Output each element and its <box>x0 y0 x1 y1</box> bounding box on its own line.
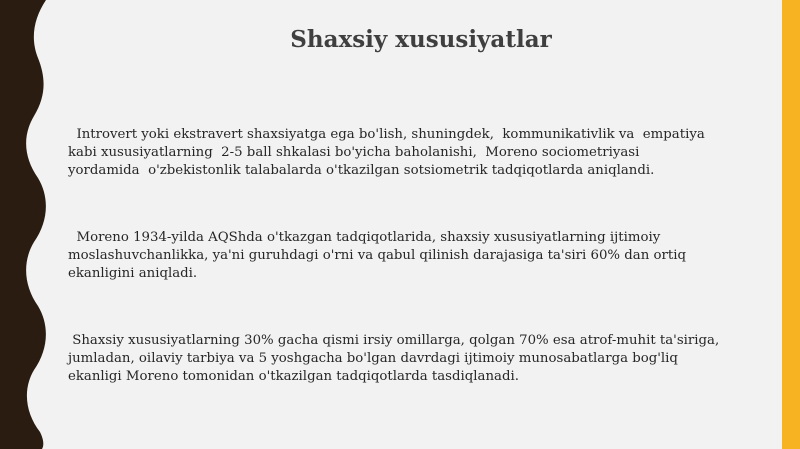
paragraph-line: Shaxsiy xususiyatlarning 30% gacha qismi irsiy omillarga, qolgan 70% esa atrof-muhit ta'siriga, <box>68 333 720 348</box>
paragraph-line: kabi xususiyatlarning 2-5 ball shkalasi bo'yicha baholanishi, Moreno sociometriyasi <box>68 145 640 160</box>
paragraph-line: yordamida o'zbekistonlik talabalarda o'tkazilgan sotsiometrik tadqiqotlarda aniqlandi. <box>68 163 655 178</box>
paragraph-line: ekanligini aniqladi. <box>68 266 198 281</box>
paragraph-line: Introvert yoki ekstravert shaxsiyatga ega bo'lish, shuningdek, kommunikativlik va empatiya <box>68 127 705 142</box>
accent-bar <box>782 0 800 449</box>
paragraph-line: moslashuvchanlikka, ya'ni guruhdagi o'rni va qabul qilinish darajasiga ta'siri 60% dan ortiq <box>68 248 686 263</box>
paragraph-line: ekanligi Moreno tomonidan o'tkazilgan tadqiqotlarda tasdiqlanadi. <box>68 369 519 384</box>
paragraph-personality-traits <box>68 126 768 180</box>
paragraph-line: jumladan, oilaviy tarbiya va 5 yoshgacha bo'lgan davrdagi ijtimoiy munosabatlarga bog'liq <box>68 351 678 366</box>
slide-title: Shaxsiy xususiyatlar <box>290 26 552 53</box>
paragraph-line: Moreno 1934-yilda AQShda o'tkazgan tadqiqotlarida, shaxsiy xususiyatlarning ijtimoiy <box>68 230 661 245</box>
paragraph-moreno-1934 <box>68 229 768 283</box>
paragraph-heredity-environment <box>68 332 768 386</box>
